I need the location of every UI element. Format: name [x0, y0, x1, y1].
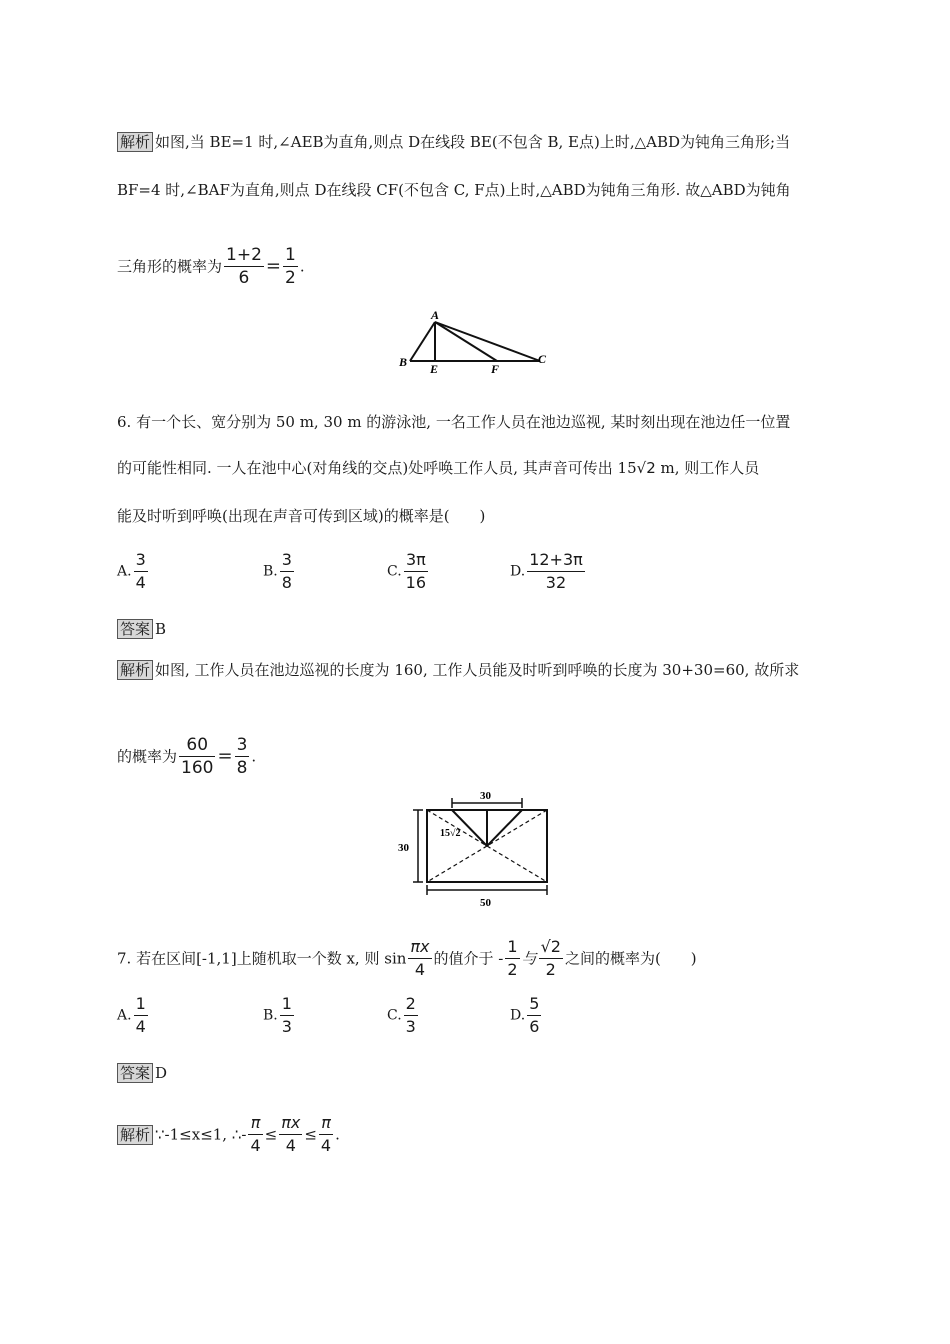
label-top-30: 30	[480, 790, 491, 802]
option-label: A.	[117, 1007, 132, 1024]
q6-option-c[interactable]	[387, 549, 430, 594]
denominator: 160	[181, 758, 214, 778]
q7-analysis-fraction-2	[279, 1112, 302, 1157]
q7-between: 与	[521, 949, 537, 968]
p5-analysis-line3	[117, 244, 305, 289]
q7-low-fraction	[505, 936, 519, 981]
numerator: πx	[408, 936, 431, 959]
period: .	[251, 747, 257, 766]
numerator: 1+2	[226, 245, 262, 265]
label-bottom-50: 50	[480, 897, 491, 909]
q7-mid: 的值介于 -	[433, 949, 504, 968]
numerator: 3	[134, 549, 148, 572]
q6-answer: B	[155, 620, 167, 638]
denominator: 2	[285, 268, 296, 288]
q7-option-c[interactable]	[387, 993, 420, 1038]
q7-prefix: 7. 若在区间[-1,1]上随机取一个数 x, 则 sin	[117, 949, 407, 968]
q6-analysis-text1: 如图, 工作人员在池边巡视的长度为 160, 工作人员能及时听到呼唤的长度为 30+30=60, 故所求	[155, 661, 800, 679]
numerator: 1	[134, 993, 148, 1016]
q7-option-d[interactable]	[510, 993, 543, 1038]
denominator: 6	[529, 1017, 540, 1036]
q6-line2-suffix: m, 则工作人员	[655, 459, 760, 477]
option-fraction	[134, 993, 148, 1038]
analysis-tag: 解析	[117, 132, 153, 152]
option-fraction	[280, 549, 294, 594]
option-fraction	[134, 549, 148, 594]
q7-analysis-line	[117, 1112, 340, 1157]
period: .	[335, 1125, 340, 1144]
option-label: D.	[510, 563, 526, 580]
equals-sign: =	[217, 745, 233, 767]
numerator: 1	[280, 993, 294, 1016]
denominator: 4	[414, 960, 426, 979]
option-label: D.	[510, 1007, 526, 1024]
q7-answer: D	[155, 1064, 168, 1082]
p5-analysis-line1	[117, 132, 790, 152]
option-label: C.	[387, 1007, 402, 1024]
option-label: B.	[263, 1007, 278, 1024]
answer-tag: 答案	[117, 619, 153, 639]
numerator: 3π	[404, 549, 428, 572]
option-fraction	[404, 549, 428, 594]
p5-analysis-line2: BF=4 时,∠BAF为直角,则点 D在线段 CF(不包含 C, F点)上时,△ABD为钝角三角形. 故△ABD为钝角	[117, 181, 791, 199]
denominator: 8	[281, 573, 292, 592]
q7-sin-fraction	[408, 936, 431, 981]
option-fraction	[527, 549, 585, 594]
q6-fraction-2	[235, 734, 250, 779]
q7-option-b[interactable]	[263, 993, 296, 1038]
analysis-tag: 解析	[117, 1125, 153, 1145]
numerator: 1	[505, 936, 519, 959]
q6-answer-line	[117, 619, 166, 639]
numerator: 3	[236, 735, 248, 755]
q7-analysis-prefix: ∵-1≤x≤1, ∴-	[155, 1125, 247, 1144]
q6-analysis-line1	[117, 660, 799, 680]
denominator: 2	[545, 960, 556, 979]
denominator: 4	[135, 1017, 146, 1036]
q6-line1: 6. 有一个长、宽分别为 50 m, 30 m 的游泳池, 一名工作人员在池边巡视, 某时刻出现在池边任一位置	[117, 413, 791, 431]
numerator: 12+3π	[527, 549, 585, 572]
denominator: 32	[545, 573, 567, 592]
label-b: B	[399, 355, 408, 369]
label-left-30: 30	[398, 842, 409, 854]
q7-analysis-fraction-1	[248, 1112, 262, 1157]
option-fraction	[527, 993, 541, 1038]
q7-high-fraction	[539, 936, 563, 981]
q6-analysis-line2	[117, 734, 256, 779]
denominator: 8	[236, 758, 248, 778]
denominator: 4	[250, 1136, 261, 1155]
analysis-tag: 解析	[117, 660, 153, 680]
denominator: 6	[238, 268, 250, 288]
denominator: 3	[281, 1017, 292, 1036]
option-fraction	[280, 993, 294, 1038]
label-radius: 15√2	[440, 828, 461, 839]
numerator: 5	[527, 993, 541, 1016]
denominator: 16	[405, 573, 427, 592]
label-c: C	[538, 352, 547, 366]
numerator: 1	[285, 245, 296, 265]
q6-line3: 能及时听到呼唤(出现在声音可传到区域)的概率是( )	[117, 507, 486, 525]
q7-answer-line	[117, 1063, 167, 1083]
numerator: π	[319, 1112, 333, 1135]
label-f: F	[491, 362, 500, 376]
pool-figure	[392, 786, 568, 910]
label-a: A	[431, 308, 440, 322]
q6-option-d[interactable]	[510, 549, 587, 594]
option-fraction	[404, 993, 418, 1038]
numerator: π	[248, 1112, 262, 1135]
q6-fraction-1	[179, 734, 215, 779]
q7-suffix: 之间的概率为( )	[564, 949, 697, 968]
option-label: B.	[263, 563, 278, 580]
numerator: 3	[280, 549, 294, 572]
equals-sign: =	[265, 255, 281, 277]
le-sign: ≤	[304, 1125, 317, 1144]
p5-analysis-text1: 如图,当 BE=1 时,∠AEB为直角,则点 D在线段 BE(不包含 B, E点)上时,△ABD为钝角三角形;当	[155, 133, 791, 151]
le-sign: ≤	[264, 1125, 278, 1144]
numerator: √2	[539, 936, 563, 959]
q7-stem	[117, 936, 697, 981]
p5-fraction-2	[283, 244, 298, 289]
answer-tag: 答案	[117, 1063, 153, 1083]
numerator: πx	[279, 1112, 302, 1135]
denominator: 4	[285, 1136, 296, 1155]
denominator: 4	[135, 573, 146, 592]
q6-prob-prefix: 的概率为	[117, 747, 178, 766]
numerator: 2	[404, 993, 418, 1016]
option-label: A.	[117, 563, 132, 580]
triangle-figure	[395, 306, 555, 376]
segment-ab	[410, 322, 435, 361]
radical-sqrt2: √2	[636, 459, 656, 477]
option-label: C.	[387, 563, 402, 580]
q6-line2	[117, 458, 759, 478]
q7-analysis-fraction-3	[319, 1112, 333, 1157]
label-e: E	[430, 362, 439, 376]
denominator: 2	[507, 960, 518, 979]
q6-line2-prefix: 的可能性相同. 一人在池中心(对角线的交点)处呼唤工作人员, 其声音可传出 15	[117, 459, 637, 477]
q6-option-b[interactable]	[263, 549, 296, 594]
denominator: 3	[405, 1017, 416, 1036]
denominator: 4	[320, 1136, 332, 1155]
numerator: 60	[179, 734, 215, 757]
period: .	[299, 257, 305, 276]
q6-option-a[interactable]	[117, 549, 150, 594]
p5-fraction-1	[224, 244, 264, 289]
q7-option-a[interactable]	[117, 993, 150, 1038]
p5-prob-prefix: 三角形的概率为	[117, 257, 223, 276]
